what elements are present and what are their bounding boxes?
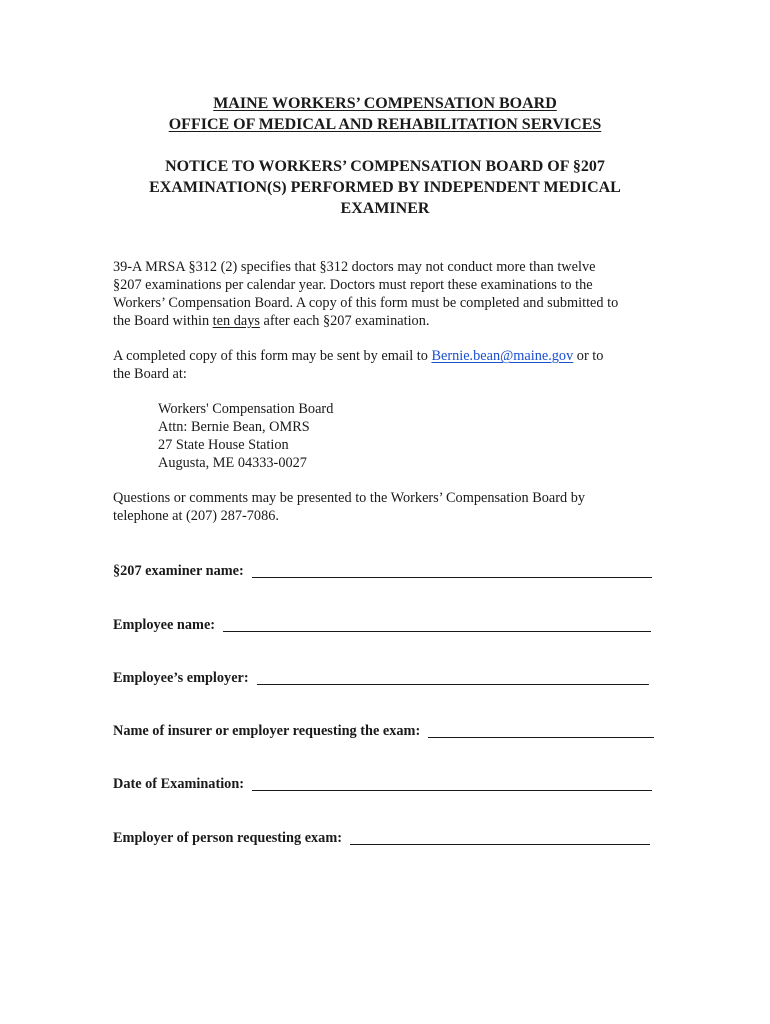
notice-line-3: EXAMINER: [340, 200, 430, 217]
insurer-input[interactable]: [428, 721, 654, 738]
employer-label: Employee’s employer:: [113, 670, 249, 686]
intro-line-2: §207 examinations per calendar year. Doctors must report these examinations to the: [113, 277, 593, 293]
intro-paragraph: [113, 258, 663, 330]
intro-line-4-post: after each §207 examination.: [259, 313, 430, 329]
email-line-post: or to: [573, 348, 604, 364]
intro-line-4-pre: the Board within: [113, 313, 213, 329]
address-line-2: Attn: Bernie Bean, OMRS: [158, 419, 310, 435]
address-line-1: Workers' Compensation Board: [158, 401, 334, 417]
examiner-name-input[interactable]: [252, 561, 652, 578]
employer-requesting-label: Employer of person requesting exam:: [113, 830, 343, 846]
employee-name-field: [113, 614, 651, 634]
notice-title: [0, 156, 770, 219]
address-line-3: 27 State House Station: [158, 437, 289, 453]
exam-date-input[interactable]: [252, 774, 652, 791]
employee-name-input[interactable]: [223, 615, 651, 632]
insurer-label: Name of insurer or employer requesting the exam:: [113, 723, 421, 739]
intro-line-3: Workers’ Compensation Board. A copy of this form must be completed and submitted to: [113, 295, 619, 311]
exam-date-label: Date of Examination:: [113, 776, 245, 792]
employer-requesting-field: [113, 827, 650, 847]
mailing-address: [158, 400, 333, 472]
board-header: [0, 93, 770, 135]
examiner-name-label: §207 examiner name:: [113, 563, 244, 579]
email-line-2: the Board at:: [113, 366, 187, 382]
header-subtitle: OFFICE OF MEDICAL AND REHABILITATION SERVICES: [168, 116, 602, 133]
notice-line-2: EXAMINATION(S) PERFORMED BY INDEPENDENT MEDICAL: [149, 179, 621, 196]
email-line-pre: A completed copy of this form may be sent by email to: [113, 348, 432, 364]
employee-name-label: Employee name:: [113, 617, 216, 633]
header-title: MAINE WORKERS’ COMPENSATION BOARD: [213, 95, 557, 112]
deadline-text: ten days: [212, 313, 260, 329]
intro-line-4: [113, 312, 663, 330]
email-line-1: [113, 347, 663, 365]
intro-line-1: 39-A MRSA §312 (2) specifies that §312 doctors may not conduct more than twelve: [113, 259, 596, 275]
questions-line-1: Questions or comments may be presented to the Workers’ Compensation Board by: [113, 490, 586, 506]
employer-field: [113, 667, 649, 687]
insurer-field: [113, 720, 654, 740]
email-paragraph: [113, 347, 663, 383]
notice-line-1: NOTICE TO WORKERS’ COMPENSATION BOARD OF §207: [165, 158, 605, 175]
employer-input[interactable]: [257, 668, 649, 685]
exam-date-field: [113, 773, 652, 793]
questions-paragraph: [113, 489, 663, 525]
employer-requesting-input[interactable]: [350, 828, 650, 845]
questions-line-2: telephone at (207) 287-7086.: [113, 508, 279, 524]
address-line-4: Augusta, ME 04333-0027: [158, 455, 307, 471]
examiner-name-field: [113, 560, 652, 580]
email-link[interactable]: Bernie.bean@maine.gov: [431, 348, 574, 364]
